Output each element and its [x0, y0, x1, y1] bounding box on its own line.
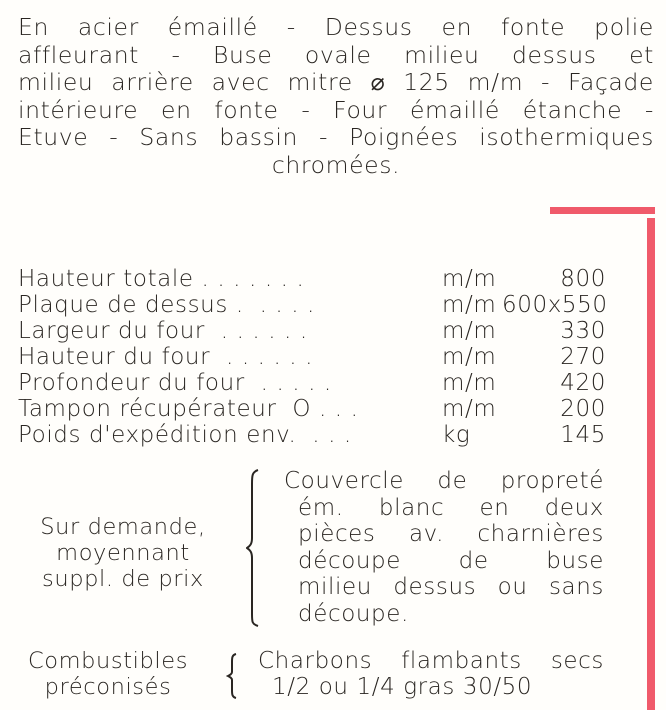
spec-value: 800 [560, 266, 606, 292]
spec-value: 270 [560, 344, 606, 370]
option-detail [284, 468, 604, 627]
spec-label: Poids d'expédition env. . . . [18, 422, 352, 448]
spec-label: Plaque de dessus . . . . . [18, 292, 315, 318]
spec-unit: m/m [442, 396, 497, 422]
spec-row [18, 266, 608, 292]
fuel-detail-line: 1/2 ou 1/4 gras 30/50 [272, 674, 533, 700]
spec-value: 200 [560, 396, 606, 422]
spec-row [18, 292, 608, 318]
option-condition [16, 514, 230, 592]
spec-value: 600x550 [502, 292, 608, 318]
spec-label: Tampon récupérateur O . . . [18, 396, 359, 422]
spec-row [18, 344, 608, 370]
spec-unit: m/m [442, 344, 497, 370]
description-line: affleurant - Buse ovale milieu dessus et [18, 40, 654, 69]
description-line: intérieure en fonte - Four émaillé étanche - [18, 95, 654, 124]
spec-unit: m/m [442, 292, 497, 318]
description-line: En acier émaillé - Dessus en fonte polie [18, 13, 654, 41]
spec-unit: m/m [442, 370, 497, 396]
curly-brace-icon [246, 468, 266, 628]
product-description [18, 14, 654, 179]
option-condition-line: moyennant [56, 540, 190, 566]
fuel-detail [258, 648, 604, 700]
spec-unit: m/m [442, 318, 497, 344]
spec-label: Profondeur du four . . . . . [18, 370, 332, 396]
option-detail-line: découpe. [298, 600, 409, 627]
description-line: milieu arrière avec mitre ⌀ 125 m/m - Façade [18, 68, 654, 96]
spec-label: Hauteur du four . . . . . . [18, 344, 314, 370]
spec-label: Hauteur totale . . . . . . . [18, 266, 305, 292]
curly-brace-icon [226, 652, 240, 700]
option-detail-line: découpe de buse [298, 547, 604, 574]
accent-bar-vertical [647, 218, 655, 710]
spec-row [18, 422, 608, 448]
spec-value: 420 [560, 370, 606, 396]
description-line: Etuve - Sans bassin - Poignées isothermiques [18, 123, 654, 151]
fuel-label-line: préconisés [44, 674, 172, 700]
spec-value: 330 [560, 318, 606, 344]
spec-row [18, 370, 608, 396]
fuel-label [16, 648, 200, 700]
option-condition-line: suppl. de prix [42, 566, 204, 592]
option-condition-line: Sur demande, [40, 514, 206, 540]
spec-label: Largeur du four . . . . . . [18, 318, 308, 344]
option-detail-line: pièces av. charnières [298, 521, 604, 547]
fuel-detail-line: Charbons flambants secs [258, 648, 604, 674]
recommended-fuel [0, 648, 620, 704]
description-line: chromées. [271, 150, 401, 179]
spec-unit: kg [442, 422, 471, 448]
optional-extra [0, 468, 620, 628]
spec-row [18, 396, 608, 422]
option-detail-line: Couvercle de propreté [284, 468, 604, 494]
spec-unit: m/m [442, 266, 497, 292]
option-detail-line: milieu dessus ou sans [298, 574, 604, 600]
spec-row [18, 318, 608, 344]
fuel-label-line: Combustibles [27, 648, 189, 674]
spec-value: 145 [560, 422, 606, 448]
accent-bar-horizontal [550, 207, 655, 214]
specifications-table [18, 266, 608, 448]
option-detail-line: ém. blanc en deux [298, 494, 604, 521]
